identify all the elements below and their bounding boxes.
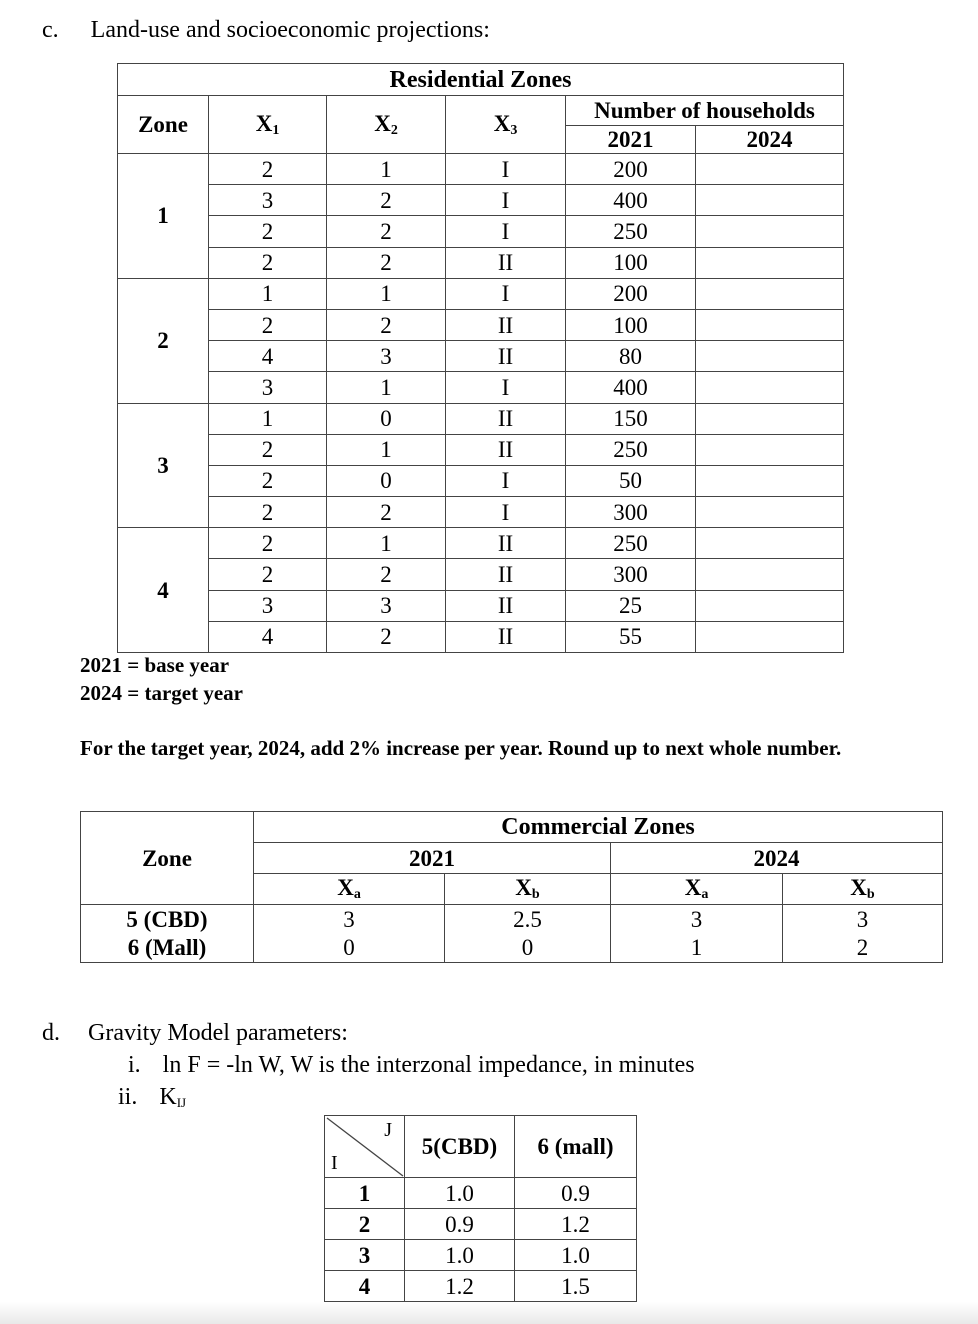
residential-row <box>118 216 844 247</box>
x3-value: II <box>446 434 566 465</box>
x3-value: II <box>446 247 566 278</box>
households-2024 <box>696 216 844 247</box>
zone-number: 4 <box>118 528 209 653</box>
residential-row <box>118 559 844 590</box>
commercial-zone-name: 5 (CBD) <box>81 905 254 934</box>
residential-row <box>118 497 844 528</box>
residential-row <box>118 590 844 621</box>
x1-value: 2 <box>209 465 327 496</box>
x2-value: 2 <box>327 185 446 216</box>
residential-row <box>118 403 844 434</box>
x2-value: 1 <box>327 434 446 465</box>
residential-row <box>118 278 844 309</box>
commercial-row <box>81 934 943 963</box>
page-bottom-shade <box>0 1302 978 1324</box>
item-i-marker: i. <box>128 1052 141 1078</box>
x1-value: 1 <box>209 403 327 434</box>
residential-row <box>118 185 844 216</box>
x2-value: 1 <box>327 278 446 309</box>
residential-row <box>118 309 844 340</box>
k-row-index: 1 <box>325 1178 405 1209</box>
households-2024 <box>696 372 844 403</box>
x1-value: 2 <box>209 434 327 465</box>
households-2021: 250 <box>566 434 696 465</box>
x2-value: 2 <box>327 621 446 652</box>
k-row-index: 3 <box>325 1240 405 1271</box>
zone-number: 3 <box>118 403 209 528</box>
x3-value: II <box>446 621 566 652</box>
corner-j-label: J <box>384 1119 392 1141</box>
commercial-zones-caption: Commercial Zones <box>254 812 943 843</box>
instruction-note: For the target year, 2024, add 2% increase per year. Round up to next whole number. <box>80 736 842 760</box>
xb-2021-value: 2.5 <box>445 905 611 934</box>
commercial-zone-header: Zone <box>81 812 254 905</box>
xb-2024-value: 2 <box>783 934 943 963</box>
k-row-index: 4 <box>325 1271 405 1302</box>
x3-value: I <box>446 465 566 496</box>
k-mall-value: 1.5 <box>515 1271 637 1302</box>
x3-value: I <box>446 154 566 185</box>
households-2021: 55 <box>566 621 696 652</box>
households-2021: 250 <box>566 216 696 247</box>
x3-value: II <box>446 590 566 621</box>
households-2021: 250 <box>566 528 696 559</box>
gravity-item-i <box>128 1051 695 1079</box>
households-2021: 50 <box>566 465 696 496</box>
households-2024 <box>696 341 844 372</box>
section-d-title: Gravity Model parameters: <box>88 1020 348 1046</box>
xb-2021-header: $X_b$ <box>445 874 611 905</box>
xb-2024-header: $X_b$ <box>783 874 943 905</box>
households-2024 <box>696 154 844 185</box>
x1-header: $X_1$ <box>209 96 327 154</box>
x3-value: II <box>446 559 566 590</box>
commercial-2021-header: 2021 <box>254 843 611 874</box>
x1-value: 4 <box>209 621 327 652</box>
k-cbd-value: 1.2 <box>405 1271 515 1302</box>
k-cbd-value: 1.0 <box>405 1240 515 1271</box>
xb-2021-value: 0 <box>445 934 611 963</box>
x3-value: I <box>446 497 566 528</box>
households-2024 <box>696 497 844 528</box>
xa-2021-header: $X_a$ <box>254 874 445 905</box>
section-c-title: Land-use and socioeconomic projections: <box>90 17 490 43</box>
households-2021: 400 <box>566 185 696 216</box>
year-2024-header: 2024 <box>696 126 844 154</box>
k-mall-value: 0.9 <box>515 1178 637 1209</box>
households-2024 <box>696 590 844 621</box>
x2-value: 2 <box>327 497 446 528</box>
k-cbd-value: 1.0 <box>405 1178 515 1209</box>
section-c-heading <box>42 16 490 44</box>
k-table-body <box>325 1178 637 1302</box>
households-2024 <box>696 621 844 652</box>
x2-value: 1 <box>327 372 446 403</box>
corner-i-label: I <box>331 1152 338 1174</box>
zone-header: Zone <box>118 96 209 154</box>
residential-zones-table <box>117 63 844 653</box>
x3-value: II <box>446 309 566 340</box>
base-year-note: 2021 = base year <box>80 653 230 677</box>
zone-number: 1 <box>118 154 209 279</box>
households-2024 <box>696 247 844 278</box>
households-2024 <box>696 403 844 434</box>
households-2024 <box>696 559 844 590</box>
zone-number: 2 <box>118 278 209 403</box>
households-2021: 300 <box>566 497 696 528</box>
residential-row <box>118 247 844 278</box>
k-col-cbd: 5(CBD) <box>405 1116 515 1178</box>
households-2024 <box>696 309 844 340</box>
section-d-heading <box>42 1019 348 1047</box>
k-table-row <box>325 1209 637 1240</box>
k-col-mall: 6 (mall) <box>515 1116 637 1178</box>
households-2024 <box>696 185 844 216</box>
x1-value: 1 <box>209 278 327 309</box>
residential-row <box>118 528 844 559</box>
xa-2021-value: 0 <box>254 934 445 963</box>
commercial-body <box>81 905 943 963</box>
x1-value: 2 <box>209 497 327 528</box>
households-2021: 200 <box>566 278 696 309</box>
k-mall-value: 1.0 <box>515 1240 637 1271</box>
x2-header: $X_2$ <box>327 96 446 154</box>
commercial-zones-table <box>80 811 943 963</box>
x1-value: 3 <box>209 590 327 621</box>
households-2021: 200 <box>566 154 696 185</box>
x3-value: II <box>446 341 566 372</box>
x3-value: II <box>446 528 566 559</box>
households-2021: 100 <box>566 247 696 278</box>
x1-value: 2 <box>209 309 327 340</box>
residential-row <box>118 154 844 185</box>
x1-value: 2 <box>209 216 327 247</box>
commercial-row <box>81 905 943 934</box>
households-header: Number of households <box>566 96 844 126</box>
section-c-marker: c. <box>42 17 59 43</box>
item-ii-marker: ii. <box>118 1084 138 1110</box>
x1-value: 3 <box>209 372 327 403</box>
households-2024 <box>696 465 844 496</box>
households-2024 <box>696 434 844 465</box>
households-2021: 150 <box>566 403 696 434</box>
x2-value: 0 <box>327 403 446 434</box>
x3-value: II <box>446 403 566 434</box>
k-cbd-value: 0.9 <box>405 1209 515 1240</box>
k-mall-value: 1.2 <box>515 1209 637 1240</box>
x1-value: 2 <box>209 559 327 590</box>
x1-value: 2 <box>209 528 327 559</box>
households-2021: 400 <box>566 372 696 403</box>
xa-2024-value: 1 <box>611 934 783 963</box>
residential-zones-caption: Residential Zones <box>118 64 844 96</box>
x3-header: $X_3$ <box>446 96 566 154</box>
k-table-row <box>325 1271 637 1302</box>
xa-2024-value: 3 <box>611 905 783 934</box>
year-2021-header: 2021 <box>566 126 696 154</box>
commercial-zone-name: 6 (Mall) <box>81 934 254 963</box>
xa-2021-value: 3 <box>254 905 445 934</box>
item-ii-text: $K_{IJ}$ <box>159 1084 187 1110</box>
x3-value: I <box>446 278 566 309</box>
k-table-corner <box>325 1116 405 1178</box>
k-factor-table <box>324 1115 637 1302</box>
residential-row <box>118 621 844 652</box>
x3-value: I <box>446 372 566 403</box>
residential-body <box>118 154 844 653</box>
x1-value: 2 <box>209 154 327 185</box>
households-2021: 80 <box>566 341 696 372</box>
x3-value: I <box>446 216 566 247</box>
residential-row <box>118 372 844 403</box>
residential-row <box>118 434 844 465</box>
gravity-item-ii <box>118 1083 186 1117</box>
x2-value: 2 <box>327 247 446 278</box>
commercial-2024-header: 2024 <box>611 843 943 874</box>
x1-value: 4 <box>209 341 327 372</box>
x2-value: 0 <box>327 465 446 496</box>
target-year-note: 2024 = target year <box>80 681 243 705</box>
households-2021: 300 <box>566 559 696 590</box>
k-row-index: 2 <box>325 1209 405 1240</box>
xb-2024-value: 3 <box>783 905 943 934</box>
x1-value: 3 <box>209 185 327 216</box>
k-table-row <box>325 1178 637 1209</box>
x2-value: 3 <box>327 341 446 372</box>
x2-value: 1 <box>327 528 446 559</box>
x2-value: 1 <box>327 154 446 185</box>
households-2021: 25 <box>566 590 696 621</box>
households-2021: 100 <box>566 309 696 340</box>
x1-value: 2 <box>209 247 327 278</box>
households-2024 <box>696 278 844 309</box>
item-i-text: ln F = -ln W, W is the interzonal impedance, in minutes <box>162 1052 695 1078</box>
xa-2024-header: $X_a$ <box>611 874 783 905</box>
x2-value: 3 <box>327 590 446 621</box>
x2-value: 2 <box>327 309 446 340</box>
x2-value: 2 <box>327 559 446 590</box>
residential-row <box>118 341 844 372</box>
section-d-marker: d. <box>42 1020 60 1046</box>
households-2024 <box>696 528 844 559</box>
residential-row <box>118 465 844 496</box>
x2-value: 2 <box>327 216 446 247</box>
x3-value: I <box>446 185 566 216</box>
k-table-row <box>325 1240 637 1271</box>
